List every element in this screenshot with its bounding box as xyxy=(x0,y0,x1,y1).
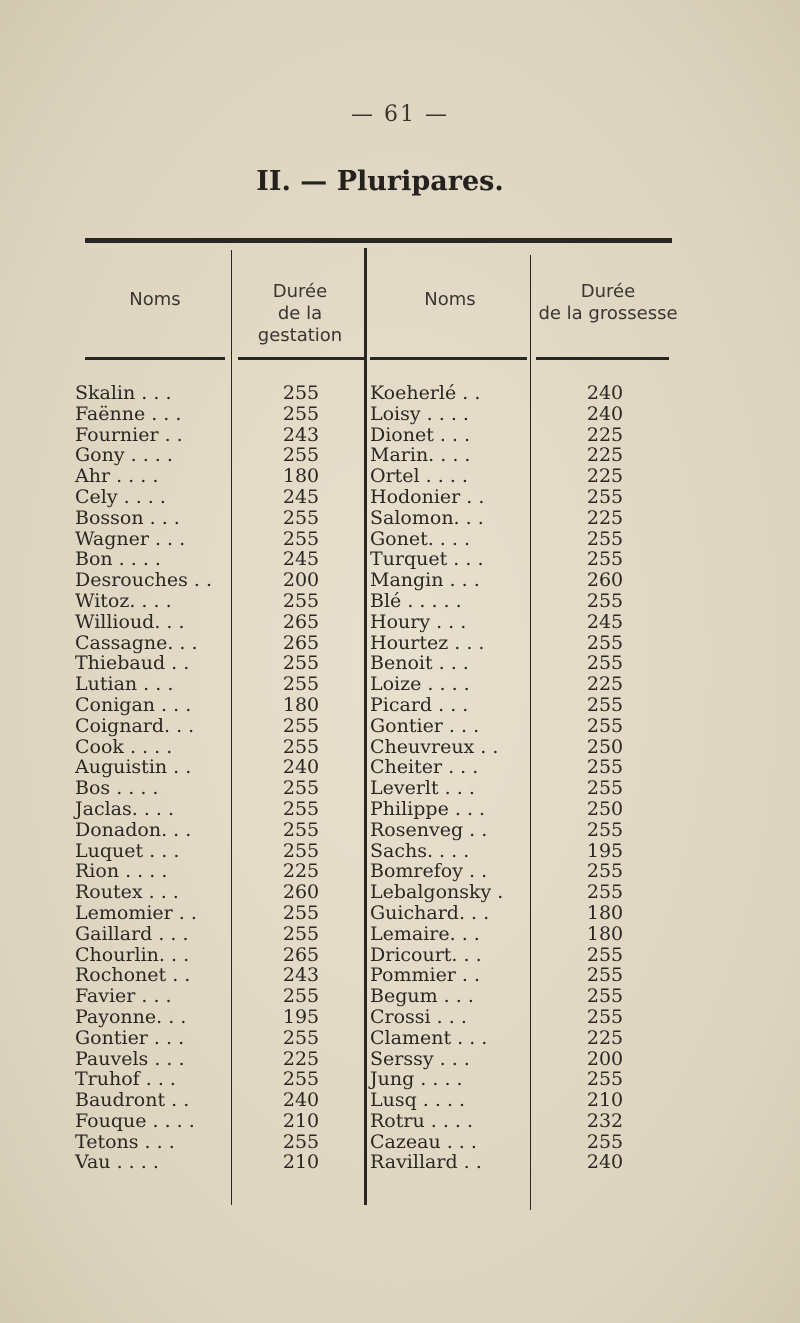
name-left: Faënne . . . xyxy=(75,402,182,425)
name-right: Koeherlé . . xyxy=(370,382,481,404)
table-row xyxy=(0,1069,800,1090)
name-right: Picard . . . xyxy=(370,693,469,716)
name-left: Donadon. . . xyxy=(75,818,192,841)
duree-gestation-value: 260 xyxy=(282,881,320,904)
duree-grossesse-value: 240 xyxy=(586,1151,624,1174)
duree-grossesse-value: 255 xyxy=(586,1130,624,1153)
name-left: Gaillard . . . xyxy=(75,922,189,945)
duree-grossesse-value: 210 xyxy=(586,1089,624,1112)
duree-gestation-value: 255 xyxy=(282,797,320,820)
duree-grossesse-value: 180 xyxy=(586,901,624,924)
duree-grossesse-value: 240 xyxy=(586,382,624,404)
table-row xyxy=(0,841,800,862)
duree-gestation-value: 265 xyxy=(282,631,320,654)
table-row xyxy=(0,508,800,529)
duree-gestation-value: 255 xyxy=(282,673,320,696)
table-row xyxy=(0,1152,800,1173)
table-body xyxy=(0,383,800,1173)
name-left: Bosson . . . xyxy=(75,506,180,529)
duree-grossesse-value: 255 xyxy=(586,943,624,966)
name-left: Willioud. . . xyxy=(75,610,185,633)
table-top-rule xyxy=(85,238,672,243)
name-right: Cheiter . . . xyxy=(370,756,479,779)
table-row xyxy=(0,674,800,695)
table-row xyxy=(0,945,800,966)
table-row xyxy=(0,1028,800,1049)
header-duree-gestation-line1: Durée xyxy=(272,281,328,302)
table-row xyxy=(0,653,800,674)
name-left: Coignard. . . xyxy=(75,714,195,737)
name-right: Clament . . . xyxy=(370,1026,488,1049)
table-row xyxy=(0,383,800,404)
table-row xyxy=(0,612,800,633)
name-left: Tetons . . . xyxy=(75,1130,175,1153)
table-row xyxy=(0,633,800,654)
duree-gestation-value: 243 xyxy=(282,423,320,446)
name-left: Baudront . . xyxy=(75,1089,190,1112)
duree-gestation-value: 255 xyxy=(282,382,320,404)
duree-grossesse-value: 255 xyxy=(586,589,624,612)
section-title: II. — Pluripares. xyxy=(256,166,504,197)
duree-grossesse-value: 255 xyxy=(586,693,624,716)
table-row xyxy=(0,529,800,550)
header-rule-3 xyxy=(370,357,527,360)
name-left: Desrouches . . xyxy=(75,569,213,592)
name-left: Payonne. . . xyxy=(75,1005,187,1028)
name-right: Blé . . . . . xyxy=(370,589,462,612)
name-left: Conigan . . . xyxy=(75,693,192,716)
duree-grossesse-value: 240 xyxy=(586,402,624,425)
name-right: Guichard. . . xyxy=(370,901,490,924)
duree-gestation-value: 255 xyxy=(282,714,320,737)
name-left: Favier . . . xyxy=(75,985,172,1008)
table-row xyxy=(0,861,800,882)
name-right: Jung . . . . xyxy=(370,1068,463,1091)
page-number: — 61 — xyxy=(351,102,449,127)
duree-gestation-value: 200 xyxy=(282,569,320,592)
table-row xyxy=(0,716,800,737)
duree-grossesse-value: 255 xyxy=(586,985,624,1008)
duree-grossesse-value: 255 xyxy=(586,527,624,550)
name-left: Jaclas. . . . xyxy=(75,797,175,820)
duree-gestation-value: 265 xyxy=(282,610,320,633)
duree-grossesse-value: 255 xyxy=(586,818,624,841)
header-duree-grossesse-line2: de la grossesse xyxy=(538,303,678,324)
name-right: Cazeau . . . xyxy=(370,1130,477,1153)
table-row xyxy=(0,778,800,799)
duree-grossesse-value: 250 xyxy=(586,797,624,820)
header-duree-gestation-line2: de la gestation xyxy=(257,303,343,346)
name-right: Sachs. . . . xyxy=(370,839,470,862)
name-left: Cassagne. . . xyxy=(75,631,198,654)
name-right: Hodonier . . xyxy=(370,485,485,508)
name-right: Begum . . . xyxy=(370,985,474,1008)
duree-gestation-value: 180 xyxy=(282,465,320,488)
name-left: Pauvels . . . xyxy=(75,1047,185,1070)
table-row xyxy=(0,737,800,758)
duree-gestation-value: 255 xyxy=(282,652,320,675)
table-row xyxy=(0,820,800,841)
table-row xyxy=(0,487,800,508)
table-row xyxy=(0,570,800,591)
duree-grossesse-value: 255 xyxy=(586,1005,624,1028)
name-left: Cook . . . . xyxy=(75,735,173,758)
duree-gestation-value: 255 xyxy=(282,444,320,467)
header-duree-gestation xyxy=(235,281,365,347)
duree-gestation-value: 240 xyxy=(282,756,320,779)
name-right: Lebalgonsky . xyxy=(370,881,504,904)
header-noms-right-label: Noms xyxy=(424,289,476,310)
name-right: Mangin . . . xyxy=(370,569,480,592)
duree-grossesse-value: 232 xyxy=(586,1109,624,1132)
table-row xyxy=(0,591,800,612)
duree-grossesse-value: 225 xyxy=(586,444,624,467)
name-right: Lusq . . . . xyxy=(370,1089,466,1112)
name-left: Rion . . . . xyxy=(75,860,168,883)
name-left: Lemomier . . xyxy=(75,901,197,924)
name-left: Vau . . . . xyxy=(75,1151,159,1174)
name-left: Gontier . . . xyxy=(75,1026,185,1049)
duree-gestation-value: 243 xyxy=(282,964,320,987)
duree-grossesse-value: 245 xyxy=(586,610,624,633)
table-row xyxy=(0,1090,800,1111)
name-right: Bomrefoy . . xyxy=(370,860,488,883)
table-row xyxy=(0,466,800,487)
name-right: Loisy . . . . xyxy=(370,402,469,425)
table-row xyxy=(0,903,800,924)
duree-gestation-value: 255 xyxy=(282,1068,320,1091)
name-right: Pommier . . xyxy=(370,964,481,987)
duree-gestation-value: 210 xyxy=(282,1151,320,1174)
name-right: Serssy . . . xyxy=(370,1047,470,1070)
duree-gestation-value: 245 xyxy=(282,485,320,508)
duree-grossesse-value: 225 xyxy=(586,465,624,488)
table-row xyxy=(0,924,800,945)
duree-grossesse-value: 225 xyxy=(586,1026,624,1049)
duree-grossesse-value: 255 xyxy=(586,652,624,675)
duree-gestation-value: 255 xyxy=(282,1130,320,1153)
duree-gestation-value: 255 xyxy=(282,1026,320,1049)
name-left: Fouque . . . . xyxy=(75,1109,195,1132)
duree-gestation-value: 255 xyxy=(282,818,320,841)
table-row xyxy=(0,757,800,778)
duree-gestation-value: 255 xyxy=(282,506,320,529)
name-left: Fournier . . xyxy=(75,423,183,446)
duree-grossesse-value: 255 xyxy=(586,485,624,508)
name-left: Gony . . . . xyxy=(75,444,173,467)
name-right: Hourtez . . . xyxy=(370,631,485,654)
duree-gestation-value: 255 xyxy=(282,735,320,758)
name-left: Lutian . . . xyxy=(75,673,174,696)
name-left: Routex . . . xyxy=(75,881,179,904)
table-row xyxy=(0,986,800,1007)
header-noms-right xyxy=(370,289,530,311)
name-right: Lemaire. . . xyxy=(370,922,480,945)
name-left: Wagner . . . xyxy=(75,527,186,550)
name-left: Auguistin . . xyxy=(75,756,192,779)
duree-grossesse-value: 200 xyxy=(586,1047,624,1070)
name-right: Ravillard . . xyxy=(370,1151,482,1174)
name-right: Gonet. . . . xyxy=(370,527,471,550)
duree-gestation-value: 255 xyxy=(282,985,320,1008)
table-row xyxy=(0,549,800,570)
duree-gestation-value: 255 xyxy=(282,901,320,924)
name-right: Gontier . . . xyxy=(370,714,480,737)
table-row xyxy=(0,1132,800,1153)
name-right: Ortel . . . . xyxy=(370,465,468,488)
name-left: Truhof . . . xyxy=(75,1068,176,1091)
name-right: Leverlt . . . xyxy=(370,777,475,800)
duree-gestation-value: 255 xyxy=(282,589,320,612)
name-left: Bon . . . . xyxy=(75,548,161,571)
name-left: Thiebaud . . xyxy=(75,652,190,675)
duree-grossesse-value: 255 xyxy=(586,964,624,987)
header-noms-left xyxy=(85,289,225,311)
table-row xyxy=(0,695,800,716)
table-row xyxy=(0,1007,800,1028)
name-right: Cheuvreux . . xyxy=(370,735,499,758)
name-right: Benoit . . . xyxy=(370,652,469,675)
duree-grossesse-value: 260 xyxy=(586,569,624,592)
duree-gestation-value: 240 xyxy=(282,1089,320,1112)
duree-grossesse-value: 255 xyxy=(586,1068,624,1091)
duree-gestation-value: 255 xyxy=(282,777,320,800)
table-row xyxy=(0,1049,800,1070)
duree-grossesse-value: 250 xyxy=(586,735,624,758)
duree-grossesse-value: 180 xyxy=(586,922,624,945)
name-right: Marin. . . . xyxy=(370,444,471,467)
duree-grossesse-value: 255 xyxy=(586,756,624,779)
name-right: Houry . . . xyxy=(370,610,467,633)
duree-grossesse-value: 255 xyxy=(586,548,624,571)
duree-gestation-value: 225 xyxy=(282,1047,320,1070)
duree-gestation-value: 225 xyxy=(282,860,320,883)
name-left: Skalin . . . xyxy=(75,382,172,404)
duree-grossesse-value: 255 xyxy=(586,860,624,883)
duree-gestation-value: 245 xyxy=(282,548,320,571)
duree-grossesse-value: 225 xyxy=(586,423,624,446)
name-left: Luquet . . . xyxy=(75,839,180,862)
name-right: Rotru . . . . xyxy=(370,1109,474,1132)
table-row xyxy=(0,1111,800,1132)
duree-grossesse-value: 255 xyxy=(586,714,624,737)
header-rule-4 xyxy=(536,357,669,360)
header-noms-left-label: Noms xyxy=(129,289,181,310)
name-left: Bos . . . . xyxy=(75,777,159,800)
table-row xyxy=(0,882,800,903)
duree-grossesse-value: 225 xyxy=(586,506,624,529)
name-left: Cely . . . . xyxy=(75,485,166,508)
name-right: Dricourt. . . xyxy=(370,943,482,966)
duree-gestation-value: 255 xyxy=(282,839,320,862)
header-rule-1 xyxy=(85,357,225,360)
name-left: Chourlin. . . xyxy=(75,943,190,966)
duree-gestation-value: 195 xyxy=(282,1005,320,1028)
name-right: Turquet . . . xyxy=(370,548,484,571)
duree-gestation-value: 255 xyxy=(282,527,320,550)
table-row xyxy=(0,425,800,446)
duree-gestation-value: 255 xyxy=(282,922,320,945)
name-right: Rosenveg . . xyxy=(370,818,488,841)
duree-grossesse-value: 255 xyxy=(586,631,624,654)
duree-gestation-value: 210 xyxy=(282,1109,320,1132)
duree-gestation-value: 265 xyxy=(282,943,320,966)
name-left: Ahr . . . . xyxy=(75,465,159,488)
name-right: Philippe . . . xyxy=(370,797,486,820)
name-right: Salomon. . . xyxy=(370,506,484,529)
table-row xyxy=(0,445,800,466)
name-left: Witoz. . . . xyxy=(75,589,172,612)
header-duree-grossesse-line1: Durée xyxy=(580,281,636,302)
duree-gestation-value: 180 xyxy=(282,693,320,716)
table-row xyxy=(0,965,800,986)
name-right: Dionet . . . xyxy=(370,423,471,446)
name-right: Loize . . . . xyxy=(370,673,470,696)
duree-grossesse-value: 225 xyxy=(586,673,624,696)
name-left: Rochonet . . xyxy=(75,964,191,987)
table-row xyxy=(0,404,800,425)
duree-grossesse-value: 255 xyxy=(586,881,624,904)
header-rule-2 xyxy=(238,357,364,360)
duree-grossesse-value: 255 xyxy=(586,777,624,800)
header-duree-grossesse xyxy=(533,281,683,325)
duree-gestation-value: 255 xyxy=(282,402,320,425)
duree-grossesse-value: 195 xyxy=(586,839,624,862)
table-row xyxy=(0,799,800,820)
name-right: Crossi . . . xyxy=(370,1005,467,1028)
